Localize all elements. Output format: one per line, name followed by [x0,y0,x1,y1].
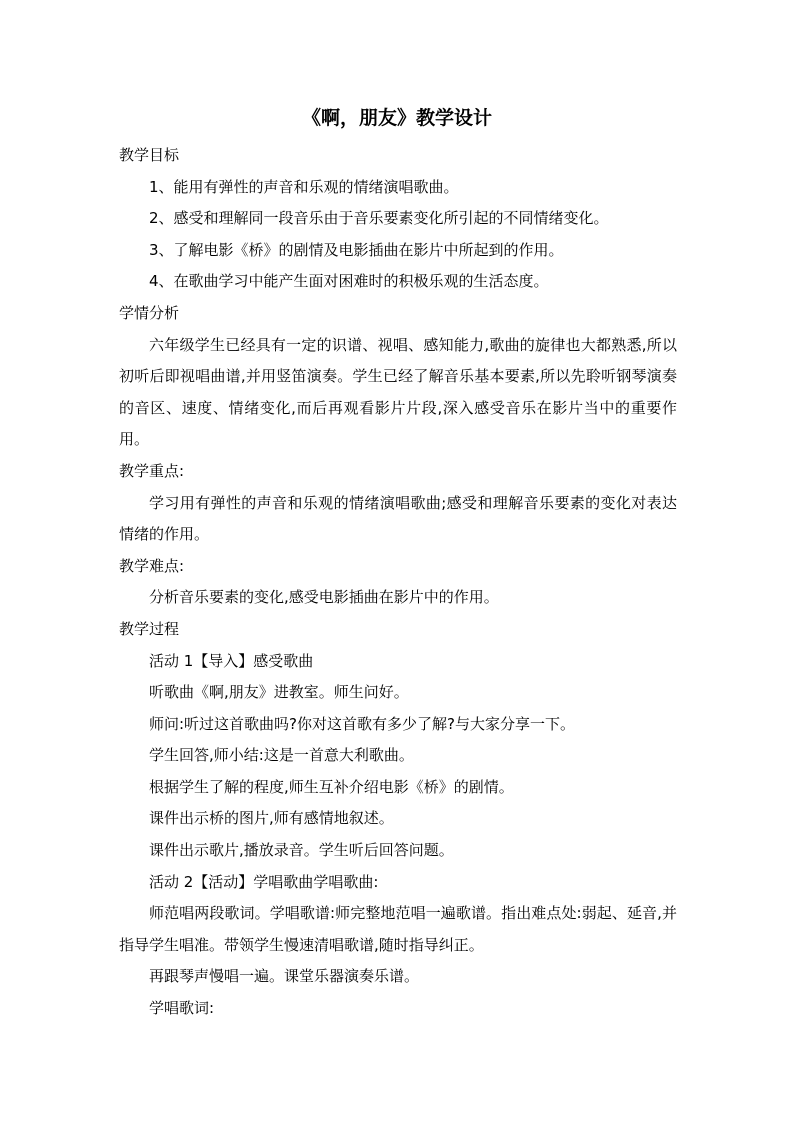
goal-item-3: 3、了解电影《桥》的剧情及电影插曲在影片中所起到的作用。 [149,240,564,259]
activity-1-title: 活动 1【导入】感受歌曲 [149,651,314,670]
process-line: 听歌曲《啊,朋友》进教室。师生问好。 [149,683,409,702]
activity-2-title: 活动 2【活动】学唱歌曲学唱歌曲: [149,872,379,891]
heading-teaching-process: 教学过程 [119,619,180,638]
process-line: 再跟琴声慢唱一遍。课堂乐器演奏乐谱。 [149,967,420,986]
process-line: 课件出示桥的图片,师有感情地叙述。 [149,809,394,828]
goal-item-4: 4、在歌曲学习中能产生面对困难时的积极乐观的生活态度。 [149,272,549,291]
process-line: 师范唱两段歌词。学唱歌谱:师完整地范唱一遍歌谱。指出难点处:弱起、延音,并指导学生唱准。带领学生慢速清唱歌谱,随时指导纠正。 [119,904,677,954]
difficulties-paragraph: 分析音乐要素的变化,感受电影插曲在影片中的作用。 [149,588,499,607]
process-line: 课件出示歌片,播放录音。学生听后回答问题。 [149,841,454,860]
key-points-paragraph: 学习用有弹性的声音和乐观的情绪演唱歌曲;感受和理解音乐要素的变化对表达情绪的作用。 [119,493,677,544]
student-analysis-paragraph: 六年级学生已经具有一定的识谱、视唱、感知能力,歌曲的旋律也大都熟悉,所以初听后即视唱曲谱,并用竖笛演奏。学生已经了解音乐基本要素,所以先聆听钢琴演奏的音区、速度、情绪变化,而后再观看影片片段,深入感受音乐在影片当中的重要作用。 [119,335,677,449]
goal-item-1: 1、能用有弹性的声音和乐观的情绪演唱歌曲。 [149,177,459,196]
process-line: 学生回答,师小结:这是一首意大利歌曲。 [149,746,414,765]
heading-student-analysis: 学情分析 [119,303,180,322]
process-line: 根据学生了解的程度,师生互补介绍电影《桥》的剧情。 [149,777,514,796]
document-title: 《啊，朋友》教学设计 [301,107,492,129]
document-body [119,140,677,1025]
heading-key-points: 教学重点: [119,461,185,480]
heading-difficulties: 教学难点: [119,556,185,575]
process-line: 学唱歌词: [149,999,215,1018]
goal-item-2: 2、感受和理解同一段音乐由于音乐要素变化所引起的不同情绪变化。 [149,209,609,228]
process-line: 师问:听过这首歌曲吗?你对这首歌有多少了解?与大家分享一下。 [149,714,575,733]
heading-teaching-goals: 教学目标 [119,146,180,164]
